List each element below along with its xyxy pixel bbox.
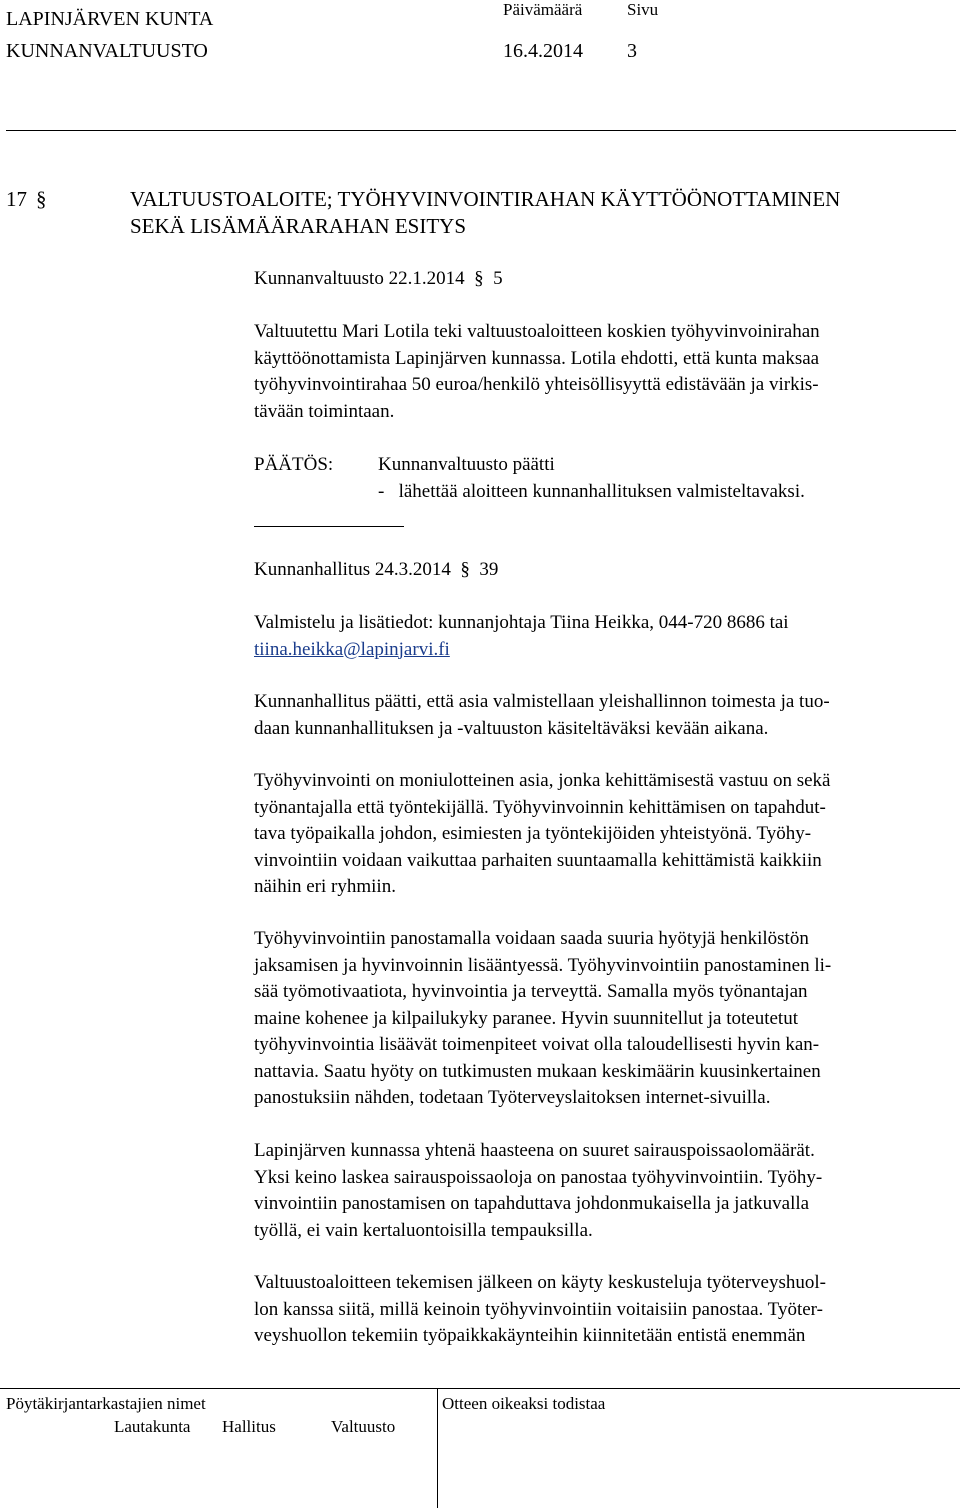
text-line: sää työmotivaatiota, hyvinvointia ja terveyttä. Samalla myös työnantajan: [254, 981, 808, 1002]
text-line: vinvointiin panostamisen on tapahduttava johdonmukaisella ja jatkuvalla: [254, 1193, 810, 1214]
decision-line: - lähettää aloitteen kunnanhallituksen valmisteltavaksi.: [378, 480, 805, 502]
text-line: panostuksiin nähden, todetaan Työterveyslaitoksen internet-sivuilla.: [254, 1087, 771, 1108]
text-line: lon kanssa siitä, millä keinoin työhyvinvointiin voitaisiin panostaa. Työter-: [254, 1298, 823, 1320]
text-line: daan kunnanhallituksen ja -valtuuston käsiteltäväksi kevään aikana.: [254, 717, 769, 739]
section-symbol: §: [36, 187, 47, 211]
text-line: maine kohenee ja kilpailukyky paranee. Hyvin suunnitellut ja toteutetut: [254, 1007, 798, 1029]
footer-body-hallitus: Hallitus: [222, 1417, 276, 1436]
text-line: Valtuustoaloitteen tekemisen jälkeen on käyty keskusteluja työterveyshuol-: [254, 1272, 826, 1293]
date-label: Päivämäärä: [503, 0, 583, 19]
preparer-info: [254, 610, 954, 663]
footer-body-lautakunta: Lautakunta: [114, 1417, 191, 1436]
decision-divider: [254, 526, 404, 527]
page-label: Sivu: [627, 0, 659, 19]
body-name: KUNNANVALTUUSTO: [6, 40, 208, 62]
text-line: Valtuutettu Mari Lotila teki valtuustoaloitteen koskien työhyvinvoinirahan: [254, 321, 820, 342]
board-paragraph-4: [254, 1138, 954, 1244]
preparer-line: Valmistelu ja lisätiedot: kunnanjohtaja Tiina Heikka, 044-720 8686 tai: [254, 612, 789, 633]
text-line: työllä, ei vain kertaluontoisilla tempauksilla.: [254, 1219, 593, 1241]
text-line: työhyvinvointia lisäävät toimenpiteet voivat olla taloudellisesti hyvin kan-: [254, 1034, 820, 1055]
council-paragraph: [254, 319, 954, 425]
certified-label: Otteen oikeaksi todistaa: [442, 1394, 606, 1413]
text-line: Työhyvinvointiin panostamalla voidaan saada suuria hyötyjä henkilöstön: [254, 928, 809, 949]
text-line: Työhyvinvointi on moniulotteinen asia, jonka kehittämisestä vastuu on sekä: [254, 770, 831, 791]
organization-name: LAPINJÄRVEN KUNTA: [6, 8, 214, 30]
council-meeting-reference: [254, 266, 954, 293]
header-divider: [6, 130, 956, 131]
page-number: 3: [627, 40, 637, 62]
text-line: vinvointiin voidaan vaikuttaa parhaiten suuntaamalla kehittämistä kaikkiin: [254, 849, 822, 871]
board-paragraph-3: [254, 926, 954, 1112]
text-line: Lapinjärven kunnassa yhtenä haasteena on suuret sairauspoissaolomäärät.: [254, 1140, 815, 1161]
document-date: 16.4.2014: [503, 40, 583, 62]
text-line: näihin eri ryhmiin.: [254, 876, 396, 897]
text-line: tava työpaikalla johdon, esimiesten ja työntekijöiden yhteistyönä. Työhy-: [254, 823, 812, 844]
text-line: työnantajalla että työntekijällä. Työhyvinvoinnin kehittämisen on tapahdut-: [254, 796, 826, 818]
board-ref-symbol: §: [460, 559, 470, 580]
board-paragraph-1: [254, 689, 954, 742]
board-paragraph-2: [254, 768, 954, 901]
section-title-line: SEKÄ LISÄMÄÄRARAHAN ESITYS: [130, 214, 467, 238]
board-paragraph-5: [254, 1270, 954, 1350]
reviewers-label: Pöytäkirjantarkastajien nimet: [6, 1394, 206, 1413]
council-ref-prefix: Kunnanvaltuusto 22.1.2014: [254, 268, 465, 289]
section-title-line: VALTUUSTOALOITE; TYÖHYVINVOINTIRAHAN KÄYTTÖÖNOTTAMINEN: [130, 187, 841, 211]
text-line: käyttöönottamista Lapinjärven kunnassa. Lotila ehdotti, että kunta maksaa: [254, 347, 820, 369]
decision-label: PÄÄTÖS:: [254, 454, 334, 475]
footer-column-divider: [437, 1388, 438, 1508]
board-meeting-reference: [254, 557, 954, 584]
text-line: nattavia. Saatu hyöty on tutkimusten mukaan keskimäärin kuusinkertainen: [254, 1060, 821, 1082]
preparer-email-link[interactable]: tiina.heikka@lapinjarvi.fi: [254, 638, 450, 660]
text-line: jaksamisen ja hyvinvoinnin lisääntyessä. Työhyvinvointiin panostaminen li-: [254, 954, 832, 976]
text-line: Yksi keino laskea sairauspoissaoloja on panostaa työhyvinvointiin. Työhy-: [254, 1166, 823, 1188]
text-line: veyshuollon tekemiin työpaikkakäynteihin kiinnitetään entistä enemmän: [254, 1325, 806, 1346]
board-ref-prefix: Kunnanhallitus 24.3.2014: [254, 559, 451, 580]
footer-divider: [0, 1388, 960, 1389]
decision-text: [378, 452, 805, 505]
decision-line: Kunnanvaltuusto päätti: [378, 454, 555, 475]
board-ref-number: 39: [479, 559, 499, 580]
text-line: työhyvinvointirahaa 50 euroa/henkilö yhteisöllisyyttä edistävään ja virkis-: [254, 374, 819, 395]
section-title: [130, 186, 840, 240]
council-ref-number: 5: [493, 268, 503, 289]
text-line: tävään toimintaan.: [254, 400, 395, 422]
section-number: 17: [6, 187, 27, 211]
text-line: Kunnanhallitus päätti, että asia valmistellaan yleishallinnon toimesta ja tuo-: [254, 691, 830, 712]
footer-body-valtuusto: Valtuusto: [331, 1417, 396, 1436]
council-ref-symbol: §: [474, 268, 484, 289]
